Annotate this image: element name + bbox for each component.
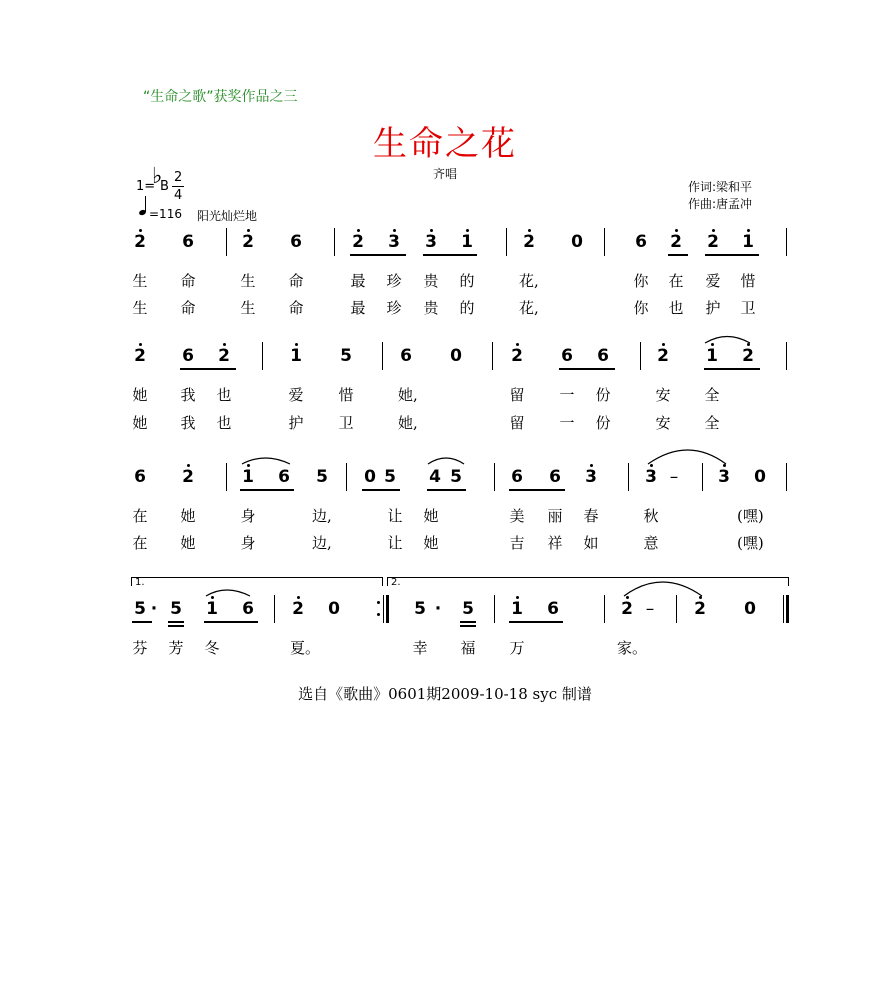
note: 6 (400, 346, 412, 366)
key-prefix: 1= (136, 179, 156, 194)
lyric: 最 (350, 299, 366, 317)
expression-mark: 阳光灿烂地 (197, 209, 258, 223)
note: 2 (742, 346, 754, 366)
note: 5 (170, 599, 182, 619)
lyric: 份 (595, 414, 611, 432)
lyric: 夏。 (290, 639, 321, 657)
lyric: 一 (559, 414, 575, 432)
lyric: 在 (132, 534, 148, 552)
lyric: 在 (668, 272, 684, 290)
lyric: 一 (559, 386, 575, 404)
key-note: B (160, 179, 169, 194)
note: 5 (450, 467, 462, 487)
note: 5 (340, 346, 352, 366)
note: 1 (290, 346, 302, 366)
note: 2 (134, 232, 146, 252)
note: 1 (511, 599, 523, 619)
lyric: 生 (240, 272, 256, 290)
lyric: 美 (509, 507, 525, 525)
note: 6 (561, 346, 573, 366)
slur (428, 458, 464, 464)
note: 5 (384, 467, 396, 487)
lyric: 花, (519, 272, 539, 290)
dotted-rhythm: · (434, 599, 442, 619)
lyric: 全 (704, 386, 720, 404)
note: 6 (511, 467, 523, 487)
time-signature-top: 2 (174, 170, 183, 185)
lyric: 让 (387, 507, 403, 525)
lyric: 留 (509, 386, 525, 404)
note: 5 (414, 599, 426, 619)
lyric: 芬 (132, 639, 148, 657)
lyric: 护 (705, 299, 721, 317)
lyric: 她 (132, 414, 148, 432)
note: 0 (450, 346, 462, 366)
lyric: 生 (132, 299, 148, 317)
lyric: 我 (180, 414, 196, 432)
note: 3 (388, 232, 400, 252)
lyric: 万 (509, 639, 525, 657)
lyric: 生 (240, 299, 256, 317)
dotted-rhythm: · (150, 599, 158, 619)
note: 2 (242, 232, 254, 252)
lyric: 福 (460, 639, 476, 657)
note: 2 (292, 599, 304, 619)
lyric: 吉 (509, 534, 525, 552)
note: 2 (670, 232, 682, 252)
tie (648, 450, 726, 464)
lyric: 如 (583, 534, 599, 552)
note: 0 (328, 599, 340, 619)
note: 2 (182, 467, 194, 487)
note-extension: – (645, 599, 655, 619)
note: 2 (694, 599, 706, 619)
lyric: 爱 (705, 272, 721, 290)
note: 6 (549, 467, 561, 487)
slur (242, 458, 290, 464)
lyric: 你 (633, 299, 649, 317)
lyric: 她, (398, 386, 418, 404)
note: 1 (461, 232, 473, 252)
lyric: 花, (519, 299, 539, 317)
note: 0 (754, 467, 766, 487)
note: 6 (597, 346, 609, 366)
lyric: 珍 (386, 272, 402, 290)
note: 6 (547, 599, 559, 619)
lyric: 也 (668, 299, 684, 317)
note: 2 (523, 232, 535, 252)
note: 6 (278, 467, 290, 487)
note: 2 (352, 232, 364, 252)
lyric: 最 (350, 272, 366, 290)
note: 6 (182, 232, 194, 252)
lyric: 惜 (338, 386, 354, 404)
note: 0 (744, 599, 756, 619)
lyric: 她 (180, 534, 196, 552)
performance-type: 齐唱 (433, 167, 458, 181)
slur (705, 337, 750, 344)
lyric: 意 (643, 534, 659, 552)
note: 5 (134, 599, 146, 619)
lyric: 春 (583, 507, 599, 525)
lyric: 也 (216, 386, 232, 404)
tempo: =116 (149, 207, 182, 221)
note: 1 (742, 232, 754, 252)
lyric: 安 (655, 386, 671, 404)
composer-credit: 作曲:唐孟冲 (688, 197, 753, 211)
note: 5 (316, 467, 328, 487)
song-title: 生命之花 (373, 124, 517, 164)
lyric: 你 (633, 272, 649, 290)
lyric: 安 (655, 414, 671, 432)
lyric: 她 (132, 386, 148, 404)
lyric: 芳 (168, 639, 184, 657)
lyric: 祥 (547, 534, 563, 552)
note: 1 (706, 346, 718, 366)
slur (206, 590, 250, 596)
note: 6 (635, 232, 647, 252)
note: 1 (206, 599, 218, 619)
note: 2 (511, 346, 523, 366)
lyric: 身 (240, 534, 256, 552)
note: 2 (218, 346, 230, 366)
first-ending-label: 1. (135, 577, 145, 588)
lyric: 边, (312, 534, 332, 552)
lyric: 命 (180, 299, 196, 317)
note: 2 (621, 599, 633, 619)
lyric: 卫 (338, 414, 354, 432)
lyric: 的 (459, 272, 475, 290)
lyric: 命 (288, 272, 304, 290)
note: 6 (134, 467, 146, 487)
note: 3 (718, 467, 730, 487)
note: 5 (462, 599, 474, 619)
lyric: 丽 (547, 507, 563, 525)
lyric: 让 (387, 534, 403, 552)
lyric: 边, (312, 507, 332, 525)
note-extension: – (669, 467, 679, 487)
flat-icon: ♭ (152, 164, 163, 189)
note: 2 (657, 346, 669, 366)
time-signature-bottom: 4 (174, 188, 183, 203)
lyric: 卫 (740, 299, 756, 317)
lyric: 她, (398, 414, 418, 432)
lyric: 留 (509, 414, 525, 432)
lyric: 她 (423, 534, 439, 552)
lyric: 家。 (617, 639, 648, 657)
tie (624, 582, 702, 596)
note: 0 (364, 467, 376, 487)
lyric: (嘿) (737, 507, 764, 525)
lyric: 她 (423, 507, 439, 525)
lyric: 份 (595, 386, 611, 404)
lyric: 身 (240, 507, 256, 525)
lyric: 生 (132, 272, 148, 290)
note: 4 (429, 467, 441, 487)
lyric: 全 (704, 414, 720, 432)
lyric: 惜 (740, 272, 756, 290)
lyric: 秋 (643, 507, 659, 525)
note: 6 (182, 346, 194, 366)
source-footer: 选自《歌曲》0601期2009-10-18 syc 制谱 (298, 685, 592, 703)
lyric: 护 (288, 414, 304, 432)
note: 2 (707, 232, 719, 252)
lyric: 贵 (423, 272, 439, 290)
award-note: “生命之歌”获奖作品之三 (143, 89, 298, 105)
lyric: 爱 (288, 386, 304, 404)
lyric: 也 (216, 414, 232, 432)
lyric: 珍 (386, 299, 402, 317)
lyric: 我 (180, 386, 196, 404)
lyric: 她 (180, 507, 196, 525)
lyric: 的 (459, 299, 475, 317)
note: 2 (134, 346, 146, 366)
lyric: 幸 (412, 639, 428, 657)
note: 0 (571, 232, 583, 252)
lyric: 在 (132, 507, 148, 525)
note: 6 (242, 599, 254, 619)
note: 1 (242, 467, 254, 487)
lyricist-credit: 作词:梁和平 (688, 180, 753, 194)
note: 3 (425, 232, 437, 252)
note: 3 (585, 467, 597, 487)
lyric: 贵 (423, 299, 439, 317)
lyric: 命 (180, 272, 196, 290)
lyric: (嘿) (737, 534, 764, 552)
lyric: 冬 (204, 639, 220, 657)
note: 6 (290, 232, 302, 252)
note: 3 (645, 467, 657, 487)
second-ending-label: 2. (391, 577, 401, 588)
lyric: 命 (288, 299, 304, 317)
